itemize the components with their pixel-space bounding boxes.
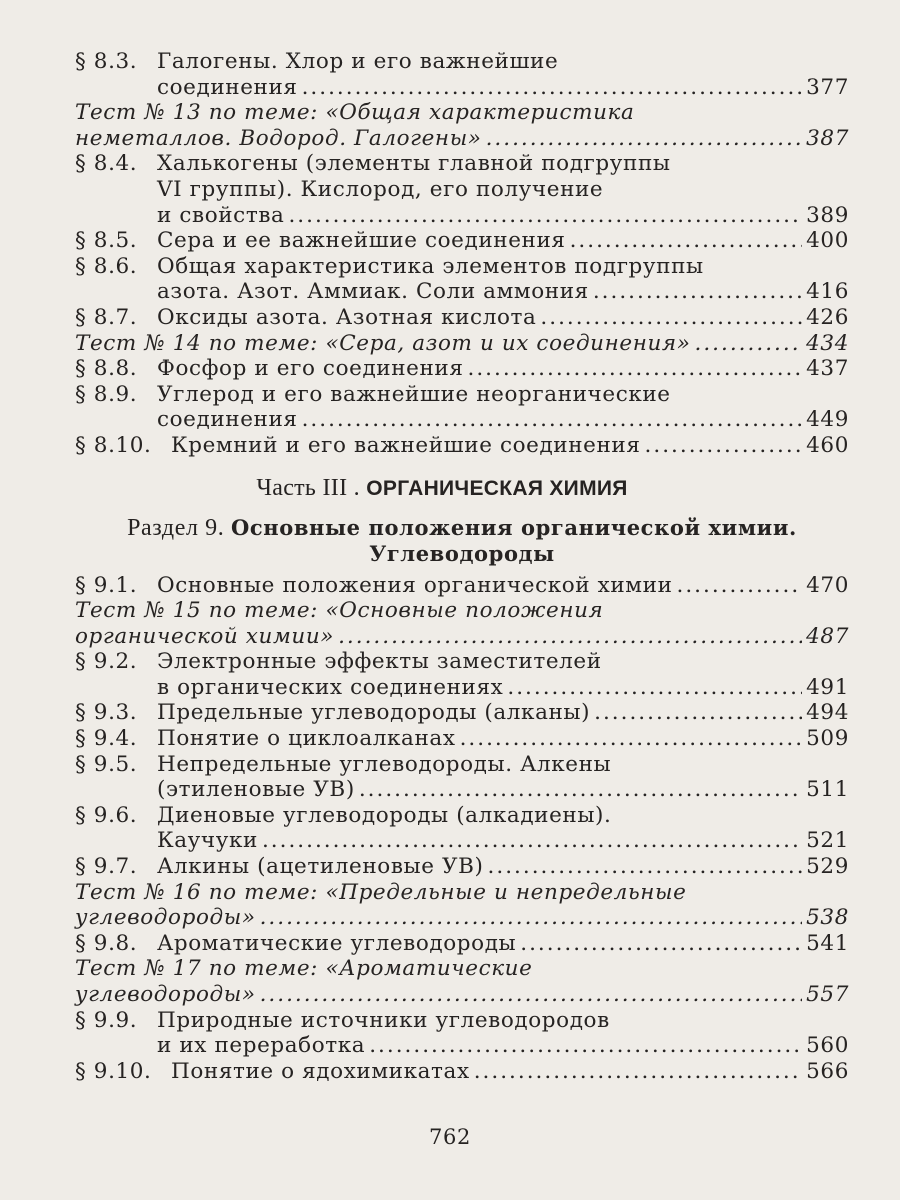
page-ref: 538 bbox=[806, 905, 849, 931]
entry-title: Сера и ее важнейшие соединения bbox=[157, 228, 566, 254]
toc-entry bbox=[75, 228, 849, 254]
dot-leader bbox=[540, 305, 802, 331]
toc-entry bbox=[75, 649, 849, 700]
toc-entry-line bbox=[75, 649, 849, 675]
section-number: § 9.5. bbox=[75, 751, 138, 777]
entry-title: Ароматические углеводороды bbox=[157, 930, 517, 956]
toc-entry-line bbox=[75, 382, 849, 408]
toc-entry bbox=[75, 726, 849, 752]
dot-leader bbox=[369, 1033, 802, 1059]
toc-entry bbox=[75, 880, 849, 931]
section-number: § 8.10. bbox=[75, 432, 152, 458]
toc-entry-line bbox=[75, 854, 849, 880]
page-ref: 460 bbox=[806, 432, 849, 458]
toc-entry-line bbox=[75, 228, 849, 254]
toc-entry-line bbox=[75, 1008, 849, 1034]
entry-title: органической химии» bbox=[75, 623, 335, 649]
dot-leader bbox=[302, 407, 803, 433]
toc-entry bbox=[75, 803, 849, 854]
entry-title: Каучуки bbox=[157, 828, 258, 854]
entry-title: Понятие о ядохимикатах bbox=[171, 1058, 470, 1084]
toc-entry bbox=[75, 931, 849, 957]
toc-entry-line bbox=[75, 151, 849, 177]
entry-title: и свойства bbox=[157, 202, 285, 228]
page-ref: 449 bbox=[806, 407, 849, 433]
section-number: § 8.9. bbox=[75, 381, 138, 407]
toc-list-section-9 bbox=[75, 573, 849, 1085]
toc-entry-line bbox=[75, 203, 849, 229]
toc-entry-line bbox=[75, 598, 849, 624]
dot-leader bbox=[338, 624, 802, 650]
toc-entry bbox=[75, 433, 849, 459]
entry-title: Тест № 16 по теме: «Предельные и непредельные bbox=[75, 879, 687, 905]
toc-entry-line bbox=[75, 752, 849, 778]
toc-entry-line bbox=[75, 1033, 849, 1059]
entry-title: Халькогены (элементы главной подгруппы bbox=[157, 151, 671, 177]
entry-title: Природные источники углеводородов bbox=[157, 1007, 610, 1033]
toc-entry-line bbox=[75, 356, 849, 382]
page-ref: 566 bbox=[806, 1058, 849, 1084]
dot-leader bbox=[520, 931, 802, 957]
toc-entry bbox=[75, 382, 849, 433]
toc-entry-line bbox=[75, 700, 849, 726]
toc-entry-line bbox=[75, 1059, 849, 1085]
page-ref: 521 bbox=[806, 828, 849, 854]
dot-leader bbox=[474, 1059, 802, 1085]
dot-leader bbox=[359, 777, 802, 803]
page-ref: 416 bbox=[806, 279, 849, 305]
toc-entry-line bbox=[75, 305, 849, 331]
section-number: § 9.8. bbox=[75, 930, 138, 956]
toc-entry-line bbox=[75, 624, 849, 650]
entry-title: соединения bbox=[157, 407, 298, 433]
toc-entry-line bbox=[75, 573, 849, 599]
toc-entry bbox=[75, 49, 849, 100]
dot-leader bbox=[593, 279, 802, 305]
entry-title: Фосфор и его соединения bbox=[157, 356, 464, 382]
section-number: § 9.2. bbox=[75, 649, 138, 675]
toc-entry-line bbox=[75, 726, 849, 752]
entry-title: неметаллов. Водород. Галогены» bbox=[75, 125, 482, 151]
entry-title: Тест № 13 по теме: «Общая характеристика bbox=[75, 100, 635, 126]
toc-entry-line bbox=[75, 828, 849, 854]
toc-entry-line bbox=[75, 880, 849, 906]
page-ref: 389 bbox=[806, 202, 849, 228]
toc-entry bbox=[75, 356, 849, 382]
page-ref: 377 bbox=[806, 74, 849, 100]
toc-entry bbox=[75, 598, 849, 649]
razdel-prefix: Раздел 9. bbox=[127, 514, 225, 541]
toc-entry bbox=[75, 752, 849, 803]
razdel-title-line2: Углеводороды bbox=[369, 540, 555, 566]
entry-title: углеводороды» bbox=[75, 982, 256, 1007]
toc-entry bbox=[75, 305, 849, 331]
dot-leader bbox=[488, 854, 803, 880]
toc-entry bbox=[75, 331, 849, 357]
dot-leader bbox=[695, 331, 803, 357]
page-ref: 509 bbox=[806, 726, 849, 752]
toc-entry-line bbox=[75, 254, 849, 280]
toc-entry-line bbox=[75, 126, 849, 152]
dot-leader bbox=[262, 828, 802, 854]
dot-leader bbox=[260, 905, 803, 931]
section-number: § 8.7. bbox=[75, 304, 138, 330]
section-number: § 9.10. bbox=[75, 1058, 152, 1084]
dot-leader bbox=[570, 228, 803, 254]
entry-title: Непредельные углеводороды. Алкены bbox=[157, 751, 612, 777]
page-ref: 400 bbox=[806, 228, 849, 254]
dot-leader bbox=[677, 573, 803, 599]
section-number: § 8.5. bbox=[75, 228, 138, 254]
entry-title: азота. Азот. Аммиак. Соли аммония bbox=[157, 279, 589, 305]
toc-entry-line bbox=[75, 100, 849, 126]
dot-leader bbox=[507, 675, 802, 701]
entry-title: Углерод и его важнейшие неорганические bbox=[157, 381, 671, 407]
page-ref: 426 bbox=[806, 304, 849, 330]
page-ref: 529 bbox=[806, 854, 849, 880]
razdel-heading bbox=[75, 515, 849, 567]
page-ref: 491 bbox=[806, 674, 849, 700]
entry-title: Тест № 14 по теме: «Сера, азот и их соединения» bbox=[75, 330, 691, 356]
entry-title: Понятие о циклоалканах bbox=[157, 726, 456, 752]
toc-entry-line bbox=[75, 803, 849, 829]
page-ref: 494 bbox=[806, 700, 849, 726]
page-ref: 541 bbox=[806, 930, 849, 956]
section-number: § 9.1. bbox=[75, 572, 138, 598]
part-heading bbox=[75, 475, 849, 501]
page-ref: 470 bbox=[806, 572, 849, 598]
toc-list-section-8 bbox=[75, 49, 849, 459]
toc-entry-line bbox=[75, 675, 849, 701]
toc-entry bbox=[75, 1008, 849, 1059]
entry-title: углеводороды» bbox=[75, 905, 256, 931]
page-ref: 437 bbox=[806, 356, 849, 382]
dot-leader bbox=[645, 433, 803, 459]
entry-title: Предельные углеводороды (алканы) bbox=[157, 700, 591, 726]
toc-entry bbox=[75, 151, 849, 228]
toc-entry-line bbox=[75, 777, 849, 803]
section-number: § 8.8. bbox=[75, 356, 138, 382]
toc-entry bbox=[75, 100, 849, 151]
entry-title: в органических соединениях bbox=[157, 674, 504, 700]
entry-title: Алкины (ацетиленовые УВ) bbox=[157, 854, 484, 880]
entry-title: Оксиды азота. Азотная кислота bbox=[157, 304, 537, 330]
toc-entry bbox=[75, 1059, 849, 1085]
section-number: § 9.6. bbox=[75, 802, 138, 828]
entry-title: Галогены. Хлор и его важнейшие bbox=[157, 49, 559, 74]
entry-title: Общая характеристика элементов подгруппы bbox=[157, 253, 704, 279]
toc-entry-line bbox=[75, 982, 849, 1008]
part-prefix: Часть III . bbox=[256, 474, 360, 501]
toc-entry bbox=[75, 254, 849, 305]
page-ref: 560 bbox=[806, 1033, 849, 1059]
section-number: § 9.3. bbox=[75, 700, 138, 726]
toc-entry-line bbox=[75, 407, 849, 433]
section-number: § 9.9. bbox=[75, 1007, 138, 1033]
dot-leader bbox=[288, 203, 802, 229]
table-of-contents bbox=[75, 49, 849, 1084]
toc-entry bbox=[75, 573, 849, 599]
toc-entry-line bbox=[75, 905, 849, 931]
section-number: § 8.4. bbox=[75, 151, 138, 177]
section-number: § 9.4. bbox=[75, 726, 138, 752]
entry-title: соединения bbox=[157, 74, 298, 100]
section-number: § 9.7. bbox=[75, 854, 138, 880]
toc-entry bbox=[75, 700, 849, 726]
page-ref: 487 bbox=[806, 623, 849, 649]
entry-title: Электронные эффекты заместителей bbox=[157, 649, 602, 675]
page-ref: 434 bbox=[806, 330, 849, 356]
entry-title: (этиленовые УВ) bbox=[157, 777, 355, 803]
dot-leader bbox=[302, 75, 803, 101]
toc-entry bbox=[75, 854, 849, 880]
entry-title: VI группы). Кислород, его получение bbox=[157, 176, 604, 202]
part-title: ОРГАНИЧЕСКАЯ ХИМИЯ bbox=[366, 476, 628, 500]
dot-leader bbox=[260, 982, 803, 1008]
toc-entry-line bbox=[75, 279, 849, 305]
entry-title: Кремний и его важнейшие соединения bbox=[171, 432, 641, 458]
section-number: § 8.6. bbox=[75, 253, 138, 279]
entry-title: Тест № 17 по теме: «Ароматические bbox=[75, 956, 533, 982]
entry-title: Тест № 15 по теме: «Основные положения bbox=[75, 598, 604, 624]
toc-entry-line bbox=[75, 433, 849, 459]
page-number: 762 bbox=[429, 1125, 471, 1149]
dot-leader bbox=[468, 356, 803, 382]
toc-entry bbox=[75, 956, 849, 1007]
dot-leader bbox=[460, 726, 803, 752]
page-ref: 387 bbox=[806, 125, 849, 151]
page-ref: 557 bbox=[806, 982, 849, 1007]
toc-entry-line bbox=[75, 75, 849, 101]
toc-entry-line bbox=[75, 331, 849, 357]
dot-leader bbox=[594, 700, 802, 726]
toc-entry-line bbox=[75, 177, 849, 203]
toc-entry-line bbox=[75, 956, 849, 982]
dot-leader bbox=[486, 126, 803, 152]
entry-title: Основные положения органической химии bbox=[157, 572, 673, 598]
page-ref: 511 bbox=[806, 777, 849, 803]
entry-title: Диеновые углеводороды (алкадиены). bbox=[157, 802, 612, 828]
toc-entry-line bbox=[75, 931, 849, 957]
section-number: § 8.3. bbox=[75, 49, 138, 74]
entry-title: и их переработка bbox=[157, 1033, 366, 1059]
razdel-title-line1: Основные положения органической химии. bbox=[230, 514, 797, 540]
toc-entry-line bbox=[75, 49, 849, 75]
